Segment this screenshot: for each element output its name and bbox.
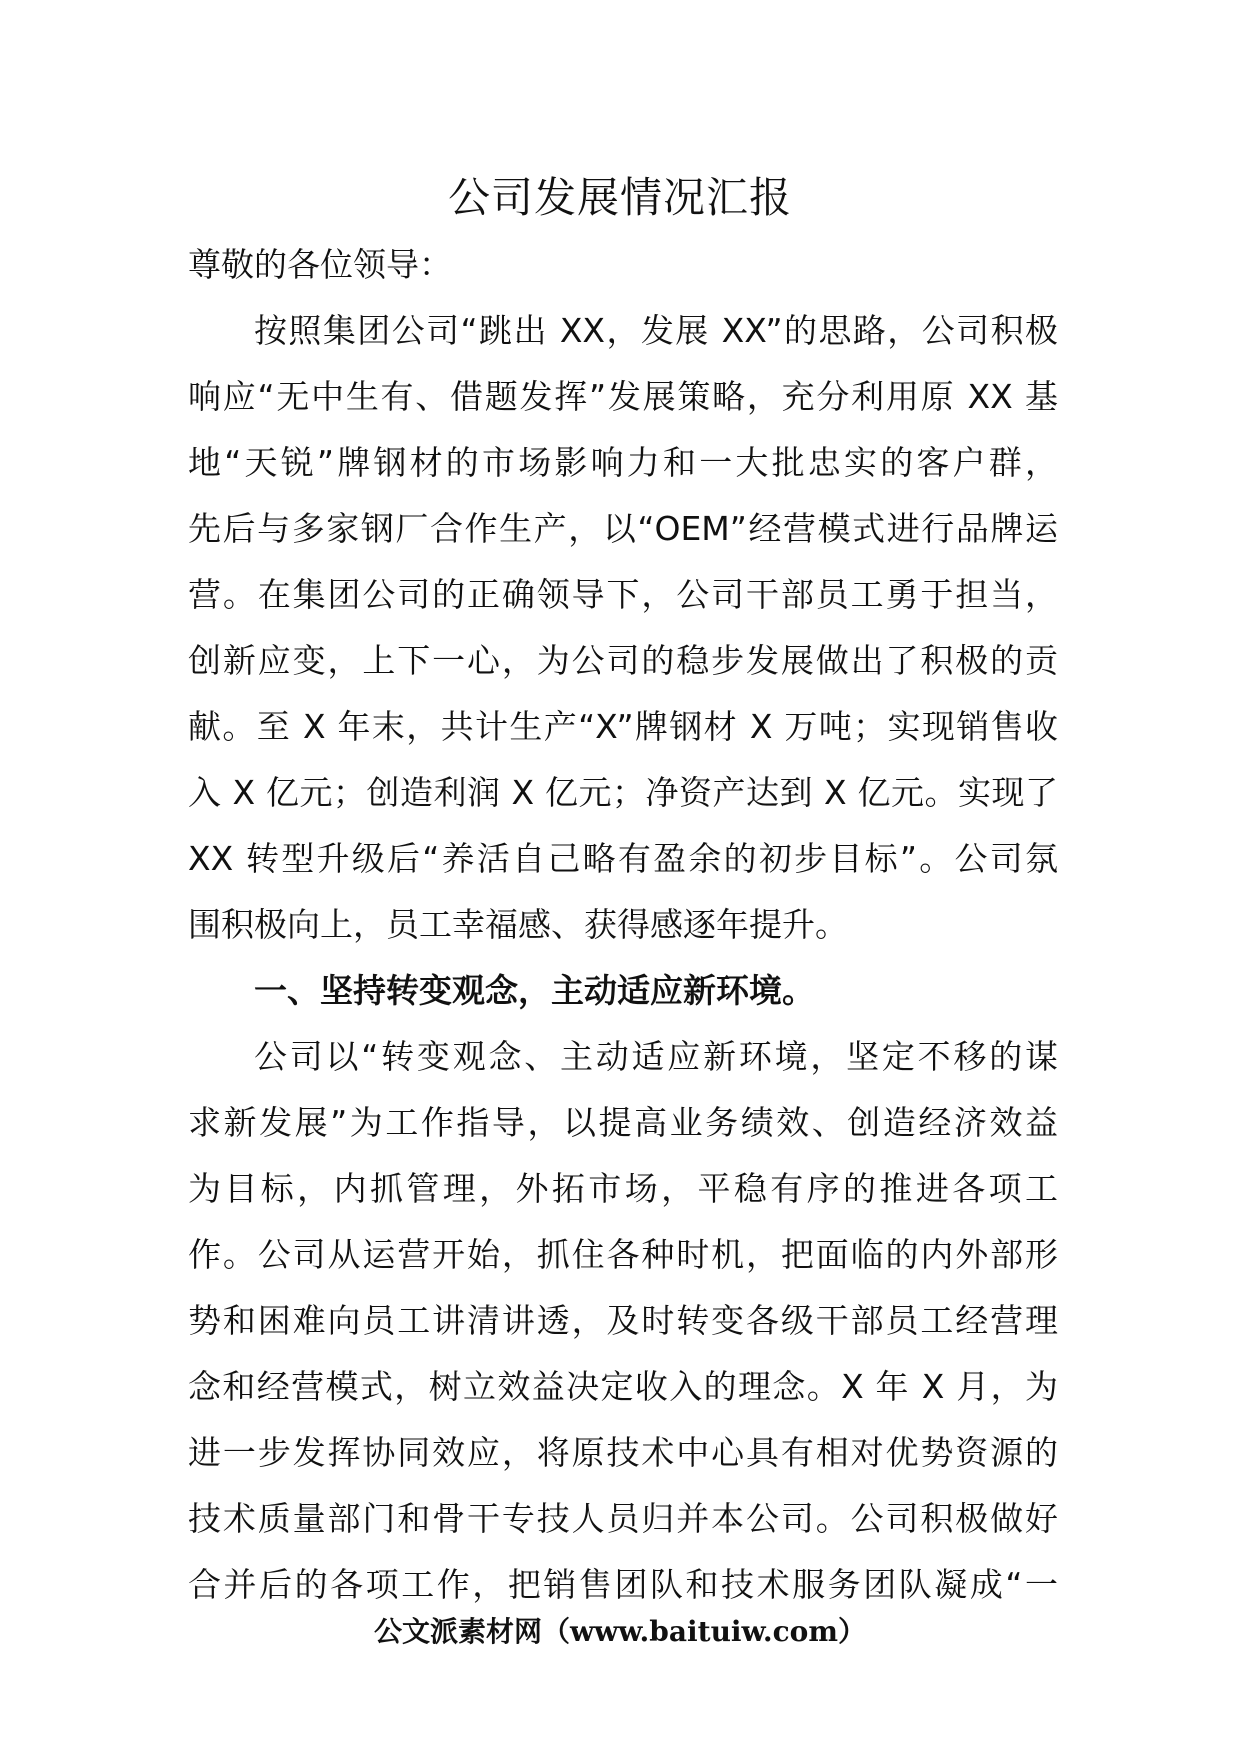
text-line: 为目标，内抓管理，外拓市场，平稳有序的推进各项工 bbox=[188, 1169, 1058, 1208]
text-line: 按照集团公司“跳出 XX，发展 XX”的思路，公司积极 bbox=[254, 311, 1058, 350]
document-body bbox=[188, 232, 1058, 1618]
footer-watermark: 公文派素材网（www.baituiw.com） bbox=[374, 1615, 866, 1648]
text-line: 作。公司从运营开始，抓住各种时机，把面临的内外部形 bbox=[188, 1235, 1058, 1274]
text-line: 求新发展”为工作指导，以提高业务绩效、创造经济效益 bbox=[188, 1103, 1058, 1142]
text-line: 进一步发挥协同效应，将原技术中心具有相对优势资源的 bbox=[188, 1433, 1058, 1472]
text-line: 合并后的各项工作，把销售团队和技术服务团队凝成“一 bbox=[188, 1565, 1058, 1604]
paragraph-1 bbox=[188, 298, 1058, 958]
greeting-line: 尊敬的各位领导： bbox=[188, 245, 452, 284]
text-line: 献。至 X 年末，共计生产“X”牌钢材 X 万吨；实现销售收 bbox=[188, 707, 1058, 746]
text-line: 响应“无中生有、借题发挥”发展策略，充分利用原 XX 基 bbox=[188, 377, 1058, 416]
document-title: 公司发展情况汇报 bbox=[447, 173, 792, 222]
text-line: 先后与多家钢厂合作生产，以“OEM”经营模式进行品牌运 bbox=[188, 509, 1058, 548]
text-line: 技术质量部门和骨干专技人员归并本公司。公司积极做好 bbox=[188, 1499, 1058, 1538]
text-line: XX 转型升级后“养活自己略有盈余的初步目标”。公司氛 bbox=[188, 839, 1058, 878]
text-line: 围积极向上，员工幸福感、获得感逐年提升。 bbox=[188, 905, 848, 944]
text-line: 营。在集团公司的正确领导下，公司干部员工勇于担当， bbox=[188, 575, 1058, 614]
text-line: 势和困难向员工讲清讲透，及时转变各级干部员工经营理 bbox=[188, 1301, 1058, 1340]
text-line: 公司以“转变观念、主动适应新环境，坚定不移的谋 bbox=[254, 1037, 1058, 1076]
text-line: 入 X 亿元；创造利润 X 亿元；净资产达到 X 亿元。实现了 bbox=[188, 773, 1058, 812]
text-line: 地“天锐”牌钢材的市场影响力和一大批忠实的客户群， bbox=[188, 443, 1058, 482]
text-line: 念和经营模式，树立效益决定收入的理念。X 年 X 月，为 bbox=[188, 1367, 1058, 1406]
section-heading: 一、坚持转变观念，主动适应新环境。 bbox=[254, 971, 815, 1010]
text-line: 创新应变，上下一心，为公司的稳步发展做出了积极的贡 bbox=[188, 641, 1058, 680]
paragraph-2 bbox=[188, 1024, 1058, 1618]
